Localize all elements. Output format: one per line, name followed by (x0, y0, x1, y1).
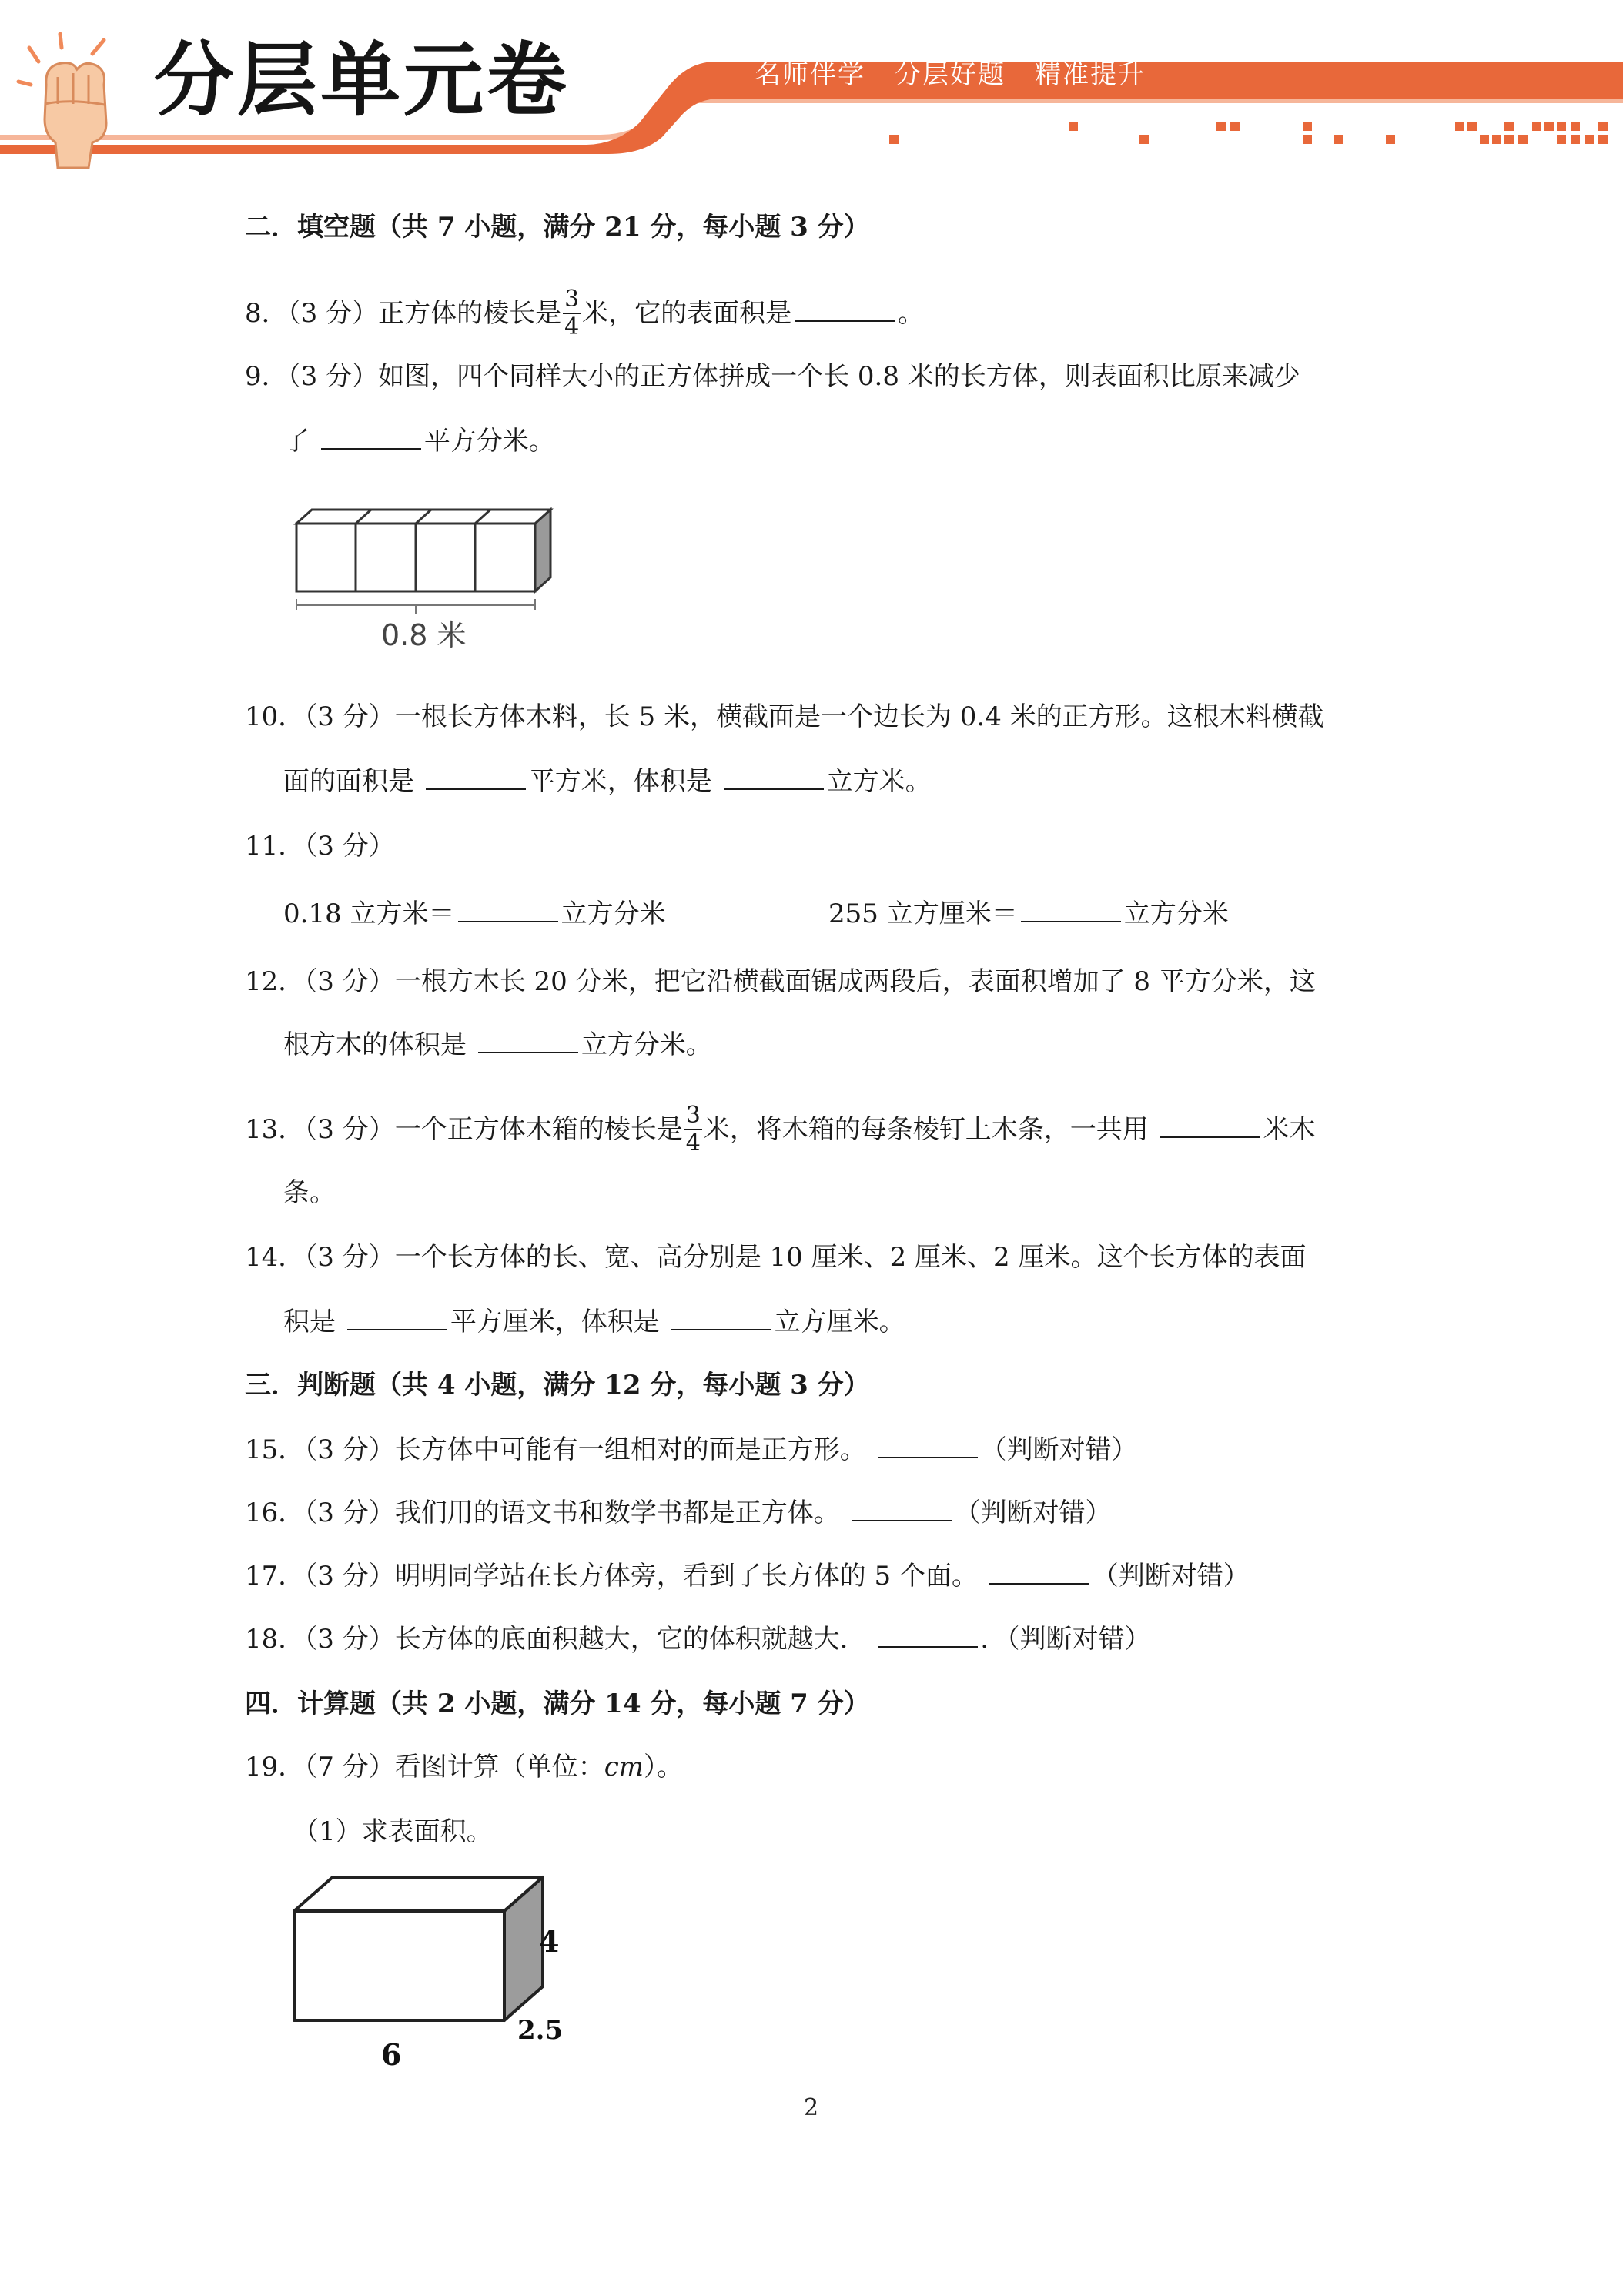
width-label: 2.5 (517, 2015, 564, 2046)
answer-blank[interactable] (1021, 898, 1121, 922)
question-19 (245, 1749, 683, 1785)
question-8 (245, 288, 924, 342)
q16-text: 16．（3 分）我们用的语文书和数学书都是正方体。 (245, 1498, 840, 1528)
fraction (563, 286, 581, 340)
q18-text: ．（判断对错） (980, 1624, 1151, 1655)
question-14: 14．（3 分）一个长方体的长、宽、高分别是 10 厘米、2 厘米、2 厘米。这个长方体的表面 (245, 1242, 1307, 1273)
question-12-cont (283, 1027, 712, 1063)
cuboid-figure (285, 1863, 577, 2071)
length-label: 6 (381, 2037, 402, 2071)
q15-text: 15．（3 分）长方体中可能有一组相对的面是正方形。 (245, 1434, 866, 1465)
fraction-denominator: 4 (685, 1130, 701, 1156)
page-header (0, 0, 1623, 177)
slogan-item: 名师伴学 (755, 59, 865, 90)
section-heading-calc: 四．计算题（共 2 小题，满分 14 分，每小题 7 分） (245, 1689, 870, 1719)
answer-blank[interactable] (795, 297, 895, 322)
answer-blank[interactable] (671, 1306, 771, 1330)
answer-blank[interactable] (347, 1306, 447, 1330)
fraction-numerator: 3 (685, 1102, 701, 1129)
slogan-item: 分层好题 (895, 59, 1006, 90)
height-label: 4 (539, 1924, 560, 1959)
question-11: 11．（3 分） (245, 831, 395, 862)
dot-pattern (889, 122, 1608, 144)
answer-blank[interactable] (426, 765, 526, 790)
question-16 (245, 1495, 1112, 1531)
q16-text: （判断对错） (954, 1498, 1112, 1528)
figure-label: 0.8 米 (381, 618, 467, 652)
q11-text: 255 立方厘米＝ (828, 899, 1018, 929)
question-19-sub1: （1）求表面积。 (293, 1816, 493, 1847)
slogan-item: 精准提升 (1035, 59, 1146, 90)
q8-text: 8．（3 分）正方体的棱长是 (245, 298, 562, 329)
answer-blank[interactable] (724, 765, 824, 790)
q15-text: （判断对错） (980, 1434, 1138, 1465)
q10-text: 平方米，体积是 (528, 766, 712, 797)
page-number: 2 (804, 2094, 819, 2121)
header-slogan (755, 59, 1175, 90)
q17-text: 17．（3 分）明明同学站在长方体旁，看到了长方体的 5 个面。 (245, 1561, 978, 1591)
question-9-cont (283, 423, 555, 459)
q10-text: 立方米。 (826, 766, 932, 797)
question-18 (245, 1622, 1151, 1657)
q11-text: 立方分米 (1123, 899, 1229, 929)
answer-blank[interactable] (478, 1029, 578, 1053)
q13-text: 米，将木箱的每条棱钉上木条，一共用 (703, 1114, 1149, 1145)
four-cubes-figure (285, 500, 562, 662)
answer-blank[interactable] (852, 1497, 952, 1521)
q13-text: 米木 (1263, 1114, 1316, 1145)
fraction-denominator: 4 (564, 313, 580, 340)
fraction-numerator: 3 (564, 286, 580, 313)
q19-text: ）。 (644, 1752, 683, 1782)
answer-blank[interactable] (878, 1434, 978, 1458)
q17-text: （判断对错） (1092, 1561, 1250, 1591)
q18-text: 18．（3 分）长方体的底面积越大，它的体积就越大． (245, 1624, 866, 1655)
question-13 (245, 1104, 1316, 1158)
q8-end: 。 (898, 298, 925, 329)
q11-text: 立方分米 (561, 899, 666, 929)
q14-text: 积是 (283, 1307, 336, 1337)
brand-title: 分层单元卷 (154, 33, 571, 127)
answer-blank[interactable] (458, 898, 558, 922)
q11-text: 0.18 立方米＝ (283, 899, 455, 929)
section-heading-judge: 三．判断题（共 4 小题，满分 12 分，每小题 3 分） (245, 1370, 870, 1401)
question-12: 12．（3 分）一根方木长 20 分米，把它沿横截面锯成两段后，表面积增加了 8 平方分米，这 (245, 966, 1316, 997)
q19-text: 19．（7 分）看图计算（单位： (245, 1752, 604, 1782)
answer-blank[interactable] (989, 1560, 1089, 1585)
question-17 (245, 1558, 1250, 1594)
question-15 (245, 1432, 1138, 1468)
raised-fist-icon (15, 31, 146, 169)
q12-text: 立方分米。 (581, 1029, 712, 1060)
q12-text: 根方木的体积是 (283, 1029, 467, 1060)
question-11-right (828, 896, 1229, 932)
answer-blank[interactable] (1160, 1113, 1260, 1138)
question-10: 10．（3 分）一根长方体木料，长 5 米，横截面是一个边长为 0.4 米的正方形。这根木料横截 (245, 701, 1324, 732)
q8-text: 米，它的表面积是 (582, 298, 792, 329)
fraction (684, 1103, 702, 1156)
q9-text: 了 (283, 426, 310, 457)
q9-text: 平方分米。 (423, 426, 555, 457)
answer-blank[interactable] (878, 1623, 978, 1648)
unit-label: cm (604, 1752, 644, 1782)
answer-blank[interactable] (321, 425, 421, 450)
q10-text: 面的面积是 (283, 766, 414, 797)
question-10-cont (283, 764, 932, 799)
q14-text: 立方厘米。 (774, 1307, 905, 1337)
question-13-cont: 条。 (283, 1177, 336, 1208)
question-11-left (283, 896, 666, 932)
question-14-cont (283, 1304, 905, 1340)
q13-text: 13．（3 分）一个正方体木箱的棱长是 (245, 1114, 683, 1145)
section-heading-fill-blank: 二．填空题（共 7 小题，满分 21 分，每小题 3 分） (245, 212, 870, 243)
question-9: 9．（3 分）如图，四个同样大小的正方体拼成一个长 0.8 米的长方体，则表面积比原来减少 (245, 361, 1300, 392)
q14-text: 平方厘米，体积是 (450, 1307, 660, 1337)
